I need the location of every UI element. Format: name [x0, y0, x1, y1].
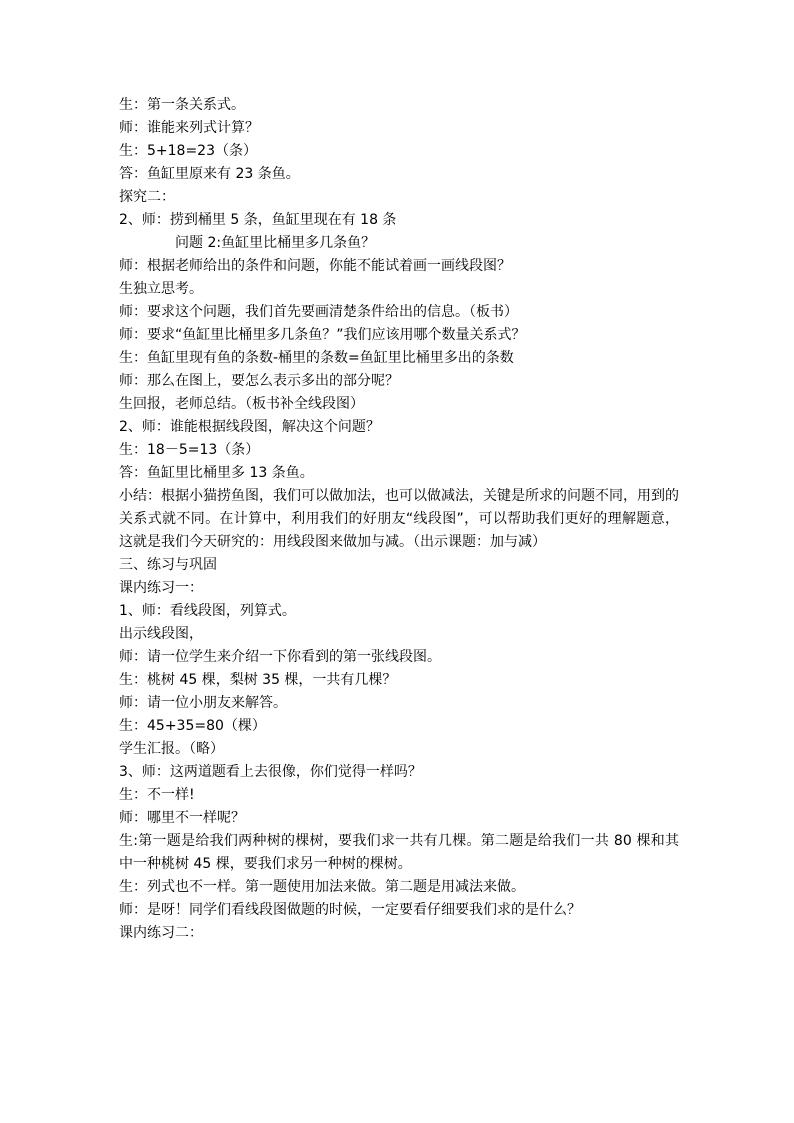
text-line: 生独立思考。: [119, 281, 203, 297]
text-line: 师：要求这个问题，我们首先要画清楚条件给出的信息。（板书）: [119, 304, 518, 320]
text-line: 出示线段图，: [119, 626, 203, 642]
text-line: 师：哪里不一样呢？: [119, 810, 245, 826]
text-line: 师：根据老师给出的条件和问题，你能不能试着画一画线段图？: [119, 258, 511, 274]
answer-paragraph: 生:第一题是给我们两种树的棵树，要我们求一共有几棵。第二题是给我们一共 80 棵和其中一种桃树 45 棵，要我们求另一种树的棵树。: [119, 833, 679, 872]
text-line: 师：那么在图上，要怎么表示多出的部分呢？: [119, 373, 399, 389]
text-line: 答：鱼缸里原来有 23 条鱼。: [119, 166, 300, 182]
text-line: 生：鱼缸里现有鱼的条数-桶里的条数=鱼缸里比桶里多出的条数: [119, 350, 514, 366]
text-line: 1、师：看线段图，列算式。: [119, 603, 296, 619]
text-line: 2、师：谁能根据线段图，解决这个问题？: [119, 419, 380, 435]
question-line: 问题 2:鱼缸里比桶里多几条鱼？: [175, 235, 376, 251]
text-line: 师：要求“鱼缸里比桶里多几条鱼？”我们应该用哪个数量关系式？: [119, 327, 526, 343]
text-line: 生：桃树 45 棵，梨树 35 棵，一共有几棵？: [119, 672, 397, 688]
section-heading: 探究二：: [119, 189, 175, 205]
text-line: 生：第一条关系式。: [119, 97, 245, 113]
text-line: 课内练习一：: [119, 580, 203, 596]
summary-paragraph: 小结：根据小猫捞鱼图，我们可以做加法，也可以做减法，关键是所求的问题不同，用到的关系式就不同。在计算中，利用我们的好朋友“线段图”，可以帮助我们更好的理解题意，这就是我们今天研究的：用线段图来做加与减。（出示课题：加与减）: [119, 488, 679, 550]
document-body: [119, 94, 679, 945]
text-line: 2、师：捞到桶里 5 条，鱼缸里现在有 18 条: [119, 212, 397, 228]
text-line: 生：不一样!: [119, 787, 195, 803]
text-line: 师：请一位小朋友来解答。: [119, 695, 287, 711]
section-heading: 三、练习与巩固: [119, 557, 217, 573]
text-line: 师：请一位学生来介绍一下你看到的第一张线段图。: [119, 649, 441, 665]
text-line: 师：谁能来列式计算？: [119, 120, 259, 136]
text-line: 师：是呀！同学们看线段图做题的时候，一定要看仔细要我们求的是什么？: [119, 902, 581, 918]
text-line: 生回报，老师总结。（板书补全线段图）: [119, 396, 364, 412]
text-line: 学生汇报。（略）: [119, 741, 224, 757]
text-line: 课内练习二：: [119, 925, 203, 941]
text-line: 3、师：这两道题看上去很像，你们觉得一样吗？: [119, 764, 422, 780]
text-line: 答：鱼缸里比桶里多 13 条鱼。: [119, 465, 314, 481]
text-line: 生：45+35=80（棵）: [119, 718, 266, 734]
text-line: 生：18－5=13（条）: [119, 442, 260, 458]
text-line: 生：列式也不一样。第一题使用加法来做。第二题是用减法来做。: [119, 879, 525, 895]
text-line: 生：5+18=23（条）: [119, 143, 257, 159]
